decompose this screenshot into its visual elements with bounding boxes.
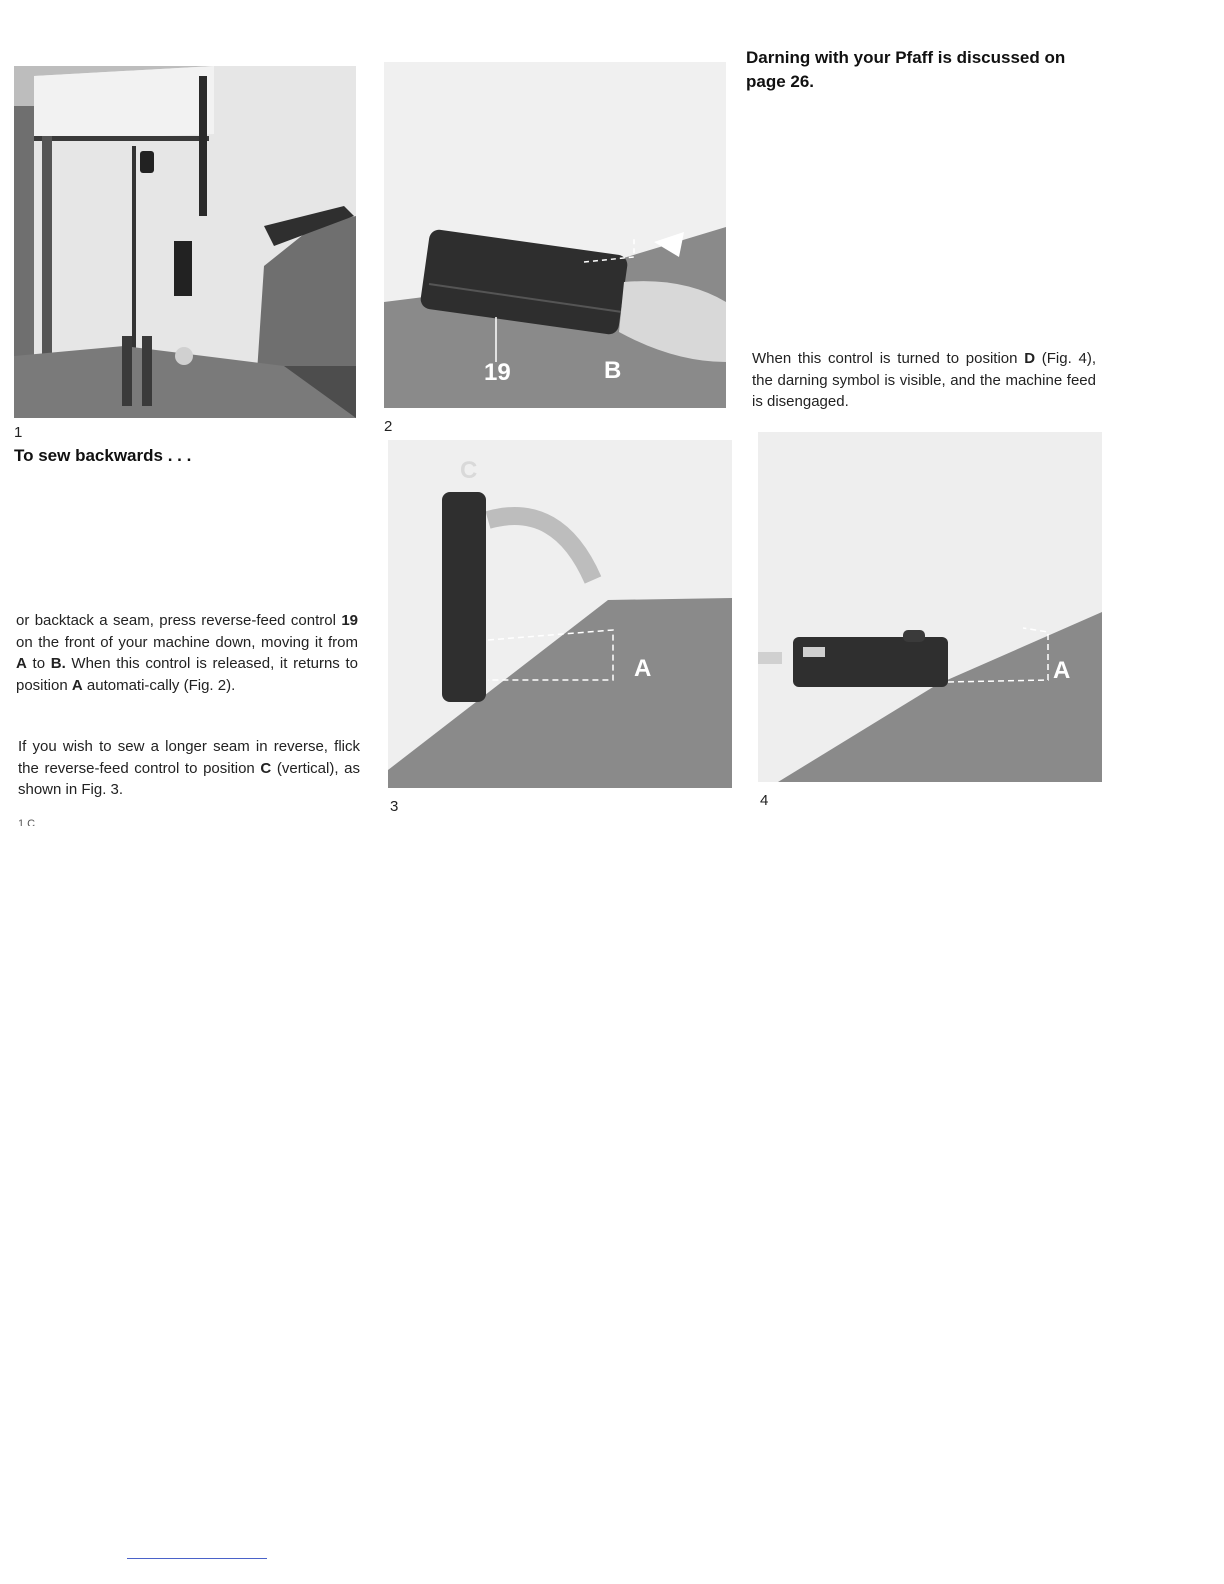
figure-3-control-vertical-photo	[388, 440, 732, 788]
reverse-control-pressed-illustration	[384, 62, 726, 408]
figure-4-control-darning-photo	[758, 432, 1102, 782]
footer-rule	[127, 1558, 267, 1559]
heading-darning-reference	[746, 46, 1106, 94]
label-b: B	[604, 357, 622, 384]
heading-darning-line-1: Darning with your Pfaff is discussed on	[746, 48, 1066, 67]
reverse-control-darning-illustration	[758, 432, 1102, 782]
label-c: C	[460, 457, 478, 484]
label-19: 19	[484, 359, 511, 386]
reverse-control-vertical-illustration	[388, 440, 732, 788]
figure-1-number: 1	[14, 424, 23, 441]
figure-3-number: 3	[390, 798, 399, 815]
label-a-fig3: A	[634, 655, 652, 682]
sewing-machine-illustration	[14, 66, 356, 418]
paragraph-darning-position: When this control is turned to position D (Fig. 4), the darning symbol is visible, and the machine feed is disengaged.	[752, 350, 1097, 410]
paragraph-backtack: or backtack a seam, press reverse-feed control 19 on the front of your machine down, moving it from A to B. When this control is released, it returns to position A automati-cally (Fig. 2).	[16, 612, 358, 694]
figure-2-number: 2	[384, 418, 393, 435]
figure-2-control-pressed-photo	[384, 62, 726, 408]
heading-sew-backwards: To sew backwards . . .	[14, 446, 192, 465]
paragraph-longer-seam: If you wish to sew a longer seam in reverse, flick the reverse-feed control to position C (vertical), as shown in Fig. 3.	[18, 738, 360, 798]
figure-1-sewing-machine-photo	[14, 66, 356, 418]
figure-4-number: 4	[760, 792, 769, 809]
page-number: 1 C	[18, 818, 36, 826]
heading-darning-line-2: page 26.	[746, 72, 815, 91]
label-a-fig4: A	[1053, 657, 1071, 684]
